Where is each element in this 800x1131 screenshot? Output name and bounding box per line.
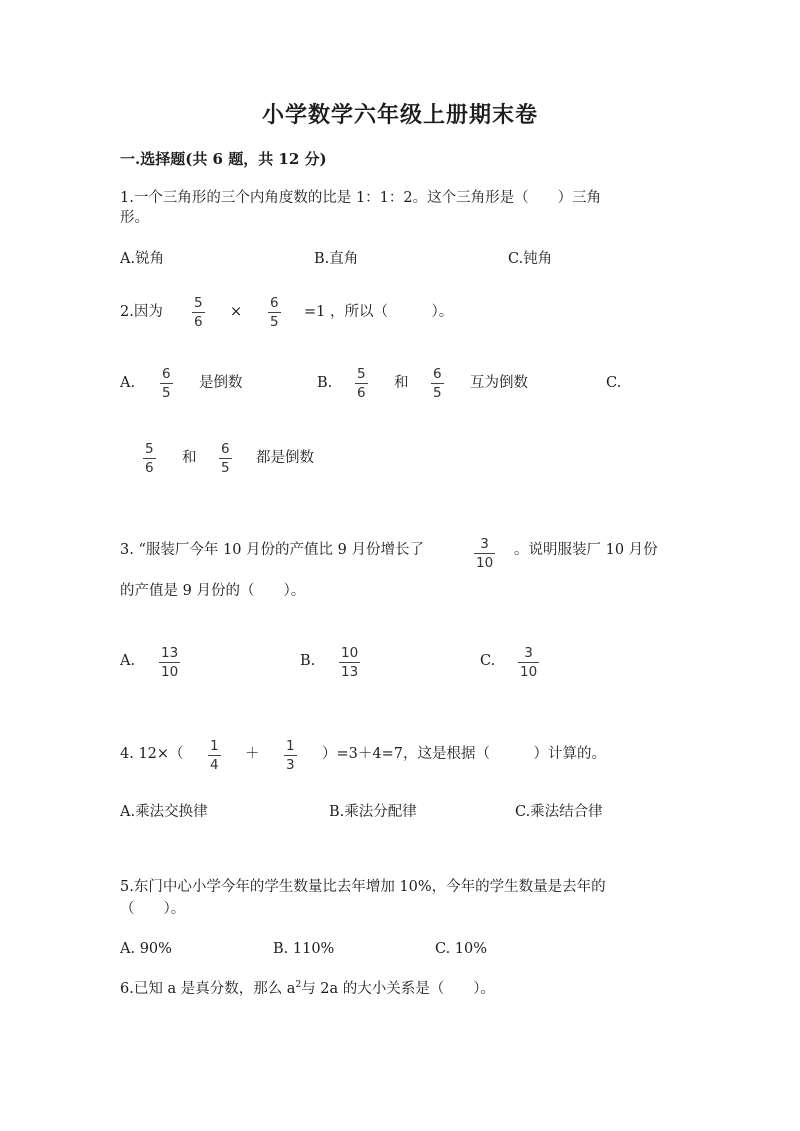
- fraction-denominator: 5: [162, 385, 171, 401]
- fraction-bar: [474, 553, 495, 554]
- question-1-text-line2: 形。: [120, 210, 149, 226]
- fraction: [208, 738, 221, 773]
- fraction-bar: [192, 312, 205, 313]
- question-1-option-c[interactable]: C.钝角: [508, 251, 553, 267]
- fraction-denominator: 13: [341, 664, 359, 680]
- question-3-prefix: 3. “服装厂今年 10 月份的产值比 9 月份增长了: [120, 542, 424, 558]
- question-2-option-c-text: 都是倒数: [256, 450, 314, 466]
- question-2-option-b-and: 和: [394, 375, 409, 391]
- plus-sign: ＋: [245, 746, 260, 762]
- question-2-option-c-and: 和: [182, 450, 197, 466]
- fraction-bar: [284, 755, 297, 756]
- fraction-numerator: 6: [433, 366, 442, 382]
- question-5-text-line1: 5.东门中心小学今年的学生数量比去年增加 10%，今年的学生数量是去年的: [120, 879, 606, 895]
- fraction-numerator: 5: [145, 441, 154, 457]
- fraction-denominator: 6: [194, 314, 203, 330]
- fraction: [159, 645, 180, 680]
- fraction-bar: [431, 383, 444, 384]
- fraction: [431, 366, 444, 401]
- fraction-denominator: 10: [161, 664, 179, 680]
- question-6-text-part2: 与 2a 的大小关系是（ ）。: [301, 981, 496, 997]
- fraction: [219, 441, 232, 476]
- fraction: [474, 536, 495, 571]
- fraction-bar: [339, 662, 360, 663]
- question-3-suffix: 。说明服装厂 10 月份: [514, 542, 658, 558]
- question-6-text: [120, 979, 495, 999]
- fraction: [192, 295, 205, 330]
- fraction-denominator: 3: [286, 757, 295, 773]
- question-1-option-b[interactable]: B.直角: [314, 251, 359, 267]
- fraction-numerator: 3: [480, 536, 489, 552]
- fraction-numerator: 6: [162, 366, 171, 382]
- fraction: [518, 645, 539, 680]
- question-5-text-line2: （ ）。: [120, 901, 186, 917]
- question-3-option-c-label[interactable]: C.: [480, 653, 496, 669]
- question-3-option-b-label[interactable]: B.: [300, 653, 316, 669]
- fraction-numerator: 1: [210, 738, 219, 754]
- fraction-denominator: 6: [145, 460, 154, 476]
- fraction: [268, 295, 281, 330]
- fraction: [355, 366, 368, 401]
- fraction-numerator: 5: [357, 366, 366, 382]
- question-5-option-c[interactable]: C. 10%: [435, 941, 488, 957]
- question-1-text-line1: 1.一个三角形的三个内角度数的比是 1：1：2。这个三角形是（ ）三角: [120, 190, 602, 206]
- fraction-bar: [143, 458, 156, 459]
- question-2-suffix: =1 ，所以（ ）。: [304, 304, 454, 320]
- fraction-denominator: 6: [357, 385, 366, 401]
- fraction: [339, 645, 360, 680]
- fraction: [143, 441, 156, 476]
- fraction: [284, 738, 297, 773]
- question-3-option-a-label[interactable]: A.: [120, 653, 136, 669]
- question-3-text-line2: 的产值是 9 月份的（ ）。: [120, 583, 306, 599]
- fraction-bar: [159, 662, 180, 663]
- question-4-prefix: 4. 12×（: [120, 746, 184, 762]
- fraction-denominator: 5: [221, 460, 230, 476]
- fraction-bar: [219, 458, 232, 459]
- fraction: [160, 366, 173, 401]
- question-6-text-part1: 6.已知 a 是真分数，那么 a: [120, 981, 296, 997]
- page-title: 小学数学六年级上册期末卷: [261, 102, 538, 128]
- fraction-denominator: 4: [210, 757, 219, 773]
- question-2-option-a-label[interactable]: A.: [120, 375, 136, 391]
- fraction-bar: [355, 383, 368, 384]
- fraction-numerator: 6: [221, 441, 230, 457]
- fraction-numerator: 5: [194, 295, 203, 311]
- fraction-numerator: 6: [270, 295, 279, 311]
- fraction-bar: [518, 662, 539, 663]
- fraction-bar: [160, 383, 173, 384]
- question-2-option-b-text: 互为倒数: [470, 375, 528, 391]
- fraction-bar: [268, 312, 281, 313]
- question-2-prefix: 2.因为: [120, 304, 163, 320]
- fraction-denominator: 10: [476, 555, 494, 571]
- fraction-numerator: 3: [524, 645, 533, 661]
- question-5-option-b[interactable]: B. 110%: [273, 941, 335, 957]
- fraction-denominator: 5: [270, 314, 279, 330]
- question-2-option-a-text: 是倒数: [199, 375, 243, 391]
- question-5-option-a[interactable]: A. 90%: [120, 941, 172, 957]
- fraction-denominator: 10: [520, 664, 538, 680]
- times-sign: ×: [230, 304, 243, 320]
- exponent: 2: [295, 980, 302, 991]
- question-4-option-b[interactable]: B.乘法分配律: [329, 804, 417, 820]
- fraction-bar: [208, 755, 221, 756]
- fraction-numerator: 1: [286, 738, 295, 754]
- fraction-numerator: 10: [341, 645, 359, 661]
- fraction-denominator: 5: [433, 385, 442, 401]
- question-4-option-a[interactable]: A.乘法交换律: [120, 804, 208, 820]
- question-2-option-c-label[interactable]: C.: [606, 375, 622, 391]
- question-4-option-c[interactable]: C.乘法结合律: [515, 804, 603, 820]
- question-2-option-b-label[interactable]: B.: [317, 375, 333, 391]
- question-4-suffix: ）=3＋4=7，这是根据（ ）计算的。: [322, 746, 606, 762]
- section-heading: 一.选择题(共 6 题，共 12 分): [120, 150, 327, 168]
- question-1-option-a[interactable]: A.锐角: [120, 251, 165, 267]
- fraction-numerator: 13: [161, 645, 179, 661]
